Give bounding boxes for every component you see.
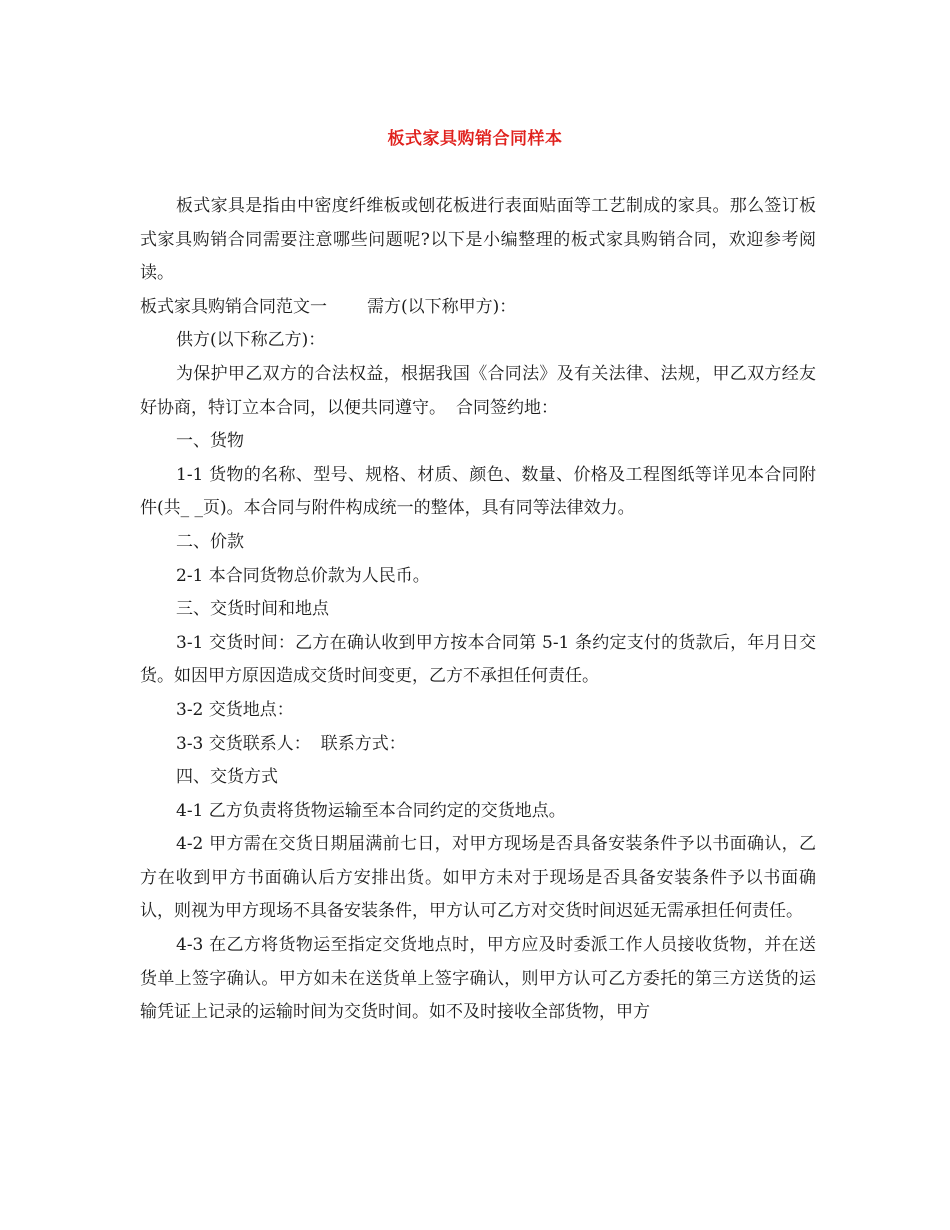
sample-heading: 板式家具购销合同范文一: [140, 296, 327, 317]
contact-method-label: 联系方式：: [320, 733, 406, 754]
clause-3-2: 3-2 交货地点：: [176, 699, 294, 720]
clause-3-1: 3-1 交货时间：乙方在确认收到甲方按本合同第 5-1 条约定支付的货款后，年月日交货。如因甲方原因造成交货时间变更，乙方不承担任何责任。: [140, 632, 816, 687]
document-title: 板式家具购销合同样本: [387, 129, 563, 149]
clause-4-3: 4-3 在乙方将货物运至指定交货地点时，甲方应及时委派工作人员接收货物，并在送货单上签字确认。甲方如未在送货单上签字确认，则甲方认可乙方委托的第三方送货的运输凭证上记录的运输时间为交货时间。如不及时接收全部货物，甲方: [140, 935, 816, 1023]
delivery-contact-label: 3-3 交货联系人：: [176, 733, 311, 754]
sample-heading-line: [140, 291, 816, 325]
signing-place-label: 合同签约地：: [456, 397, 558, 418]
section-3-title: 三、交货时间和地点: [176, 599, 329, 620]
clause-4-1: 4-1 乙方负责将货物运输至本合同约定的交货地点。: [176, 800, 566, 821]
clause-2-1: 2-1 本合同货物总价款为人民币。: [176, 565, 430, 586]
section-2-title: 二、价款: [176, 531, 244, 552]
document-body: [140, 190, 816, 1030]
buyer-label: 需方(以下称甲方)：: [367, 296, 517, 317]
section-1-title: 一、货物: [176, 431, 244, 452]
clause-3-3: [140, 728, 816, 762]
clause-4-2: 4-2 甲方需在交货日期届满前七日，对甲方现场是否具备安装条件予以书面确认，乙方在收到甲方书面确认后方安排出货。如甲方未对于现场是否具备安装条件予以书面确认，则视为甲方现场不具备安装条件，甲方认可乙方对交货时间迟延无需承担任何责任。: [140, 834, 816, 922]
preamble-text: 为保护甲乙双方的合法权益，根据我国《合同法》及有关法律、法规，甲乙双方经友好协商，特订立本合同，以便共同遵守。: [140, 363, 816, 418]
clause-1-1: 1-1 货物的名称、型号、规格、材质、颜色、数量、价格及工程图纸等详见本合同附件(共_ _页)。本合同与附件构成统一的整体，具有同等法律效力。: [140, 464, 816, 519]
section-4-title: 四、交货方式: [176, 767, 278, 788]
seller-label: 供方(以下称乙方)：: [176, 330, 326, 351]
preamble-paragraph: [140, 358, 816, 425]
intro-paragraph: 板式家具是指由中密度纤维板或刨花板进行表面贴面等工艺制成的家具。那么签订板式家具购销合同需要注意哪些问题呢?以下是小编整理的板式家具购销合同，欢迎参考阅读。: [140, 196, 816, 284]
